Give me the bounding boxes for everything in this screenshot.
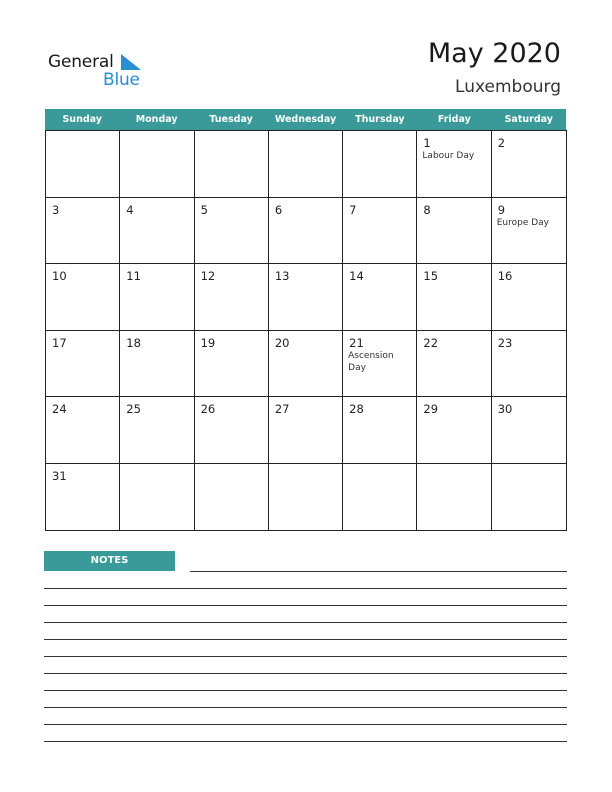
day-cell (195, 397, 269, 464)
day-cell (417, 464, 491, 531)
day-cell (492, 198, 566, 265)
day-number: 20 (274, 335, 290, 350)
holiday-label: Labour Day (422, 151, 475, 161)
logo-text-general: General (48, 52, 114, 72)
day-cell (492, 397, 566, 464)
day-number: 26 (200, 402, 216, 416)
day-cell (46, 131, 120, 198)
day-cell (343, 131, 417, 198)
day-cell (492, 131, 566, 198)
holiday-label: Ascension Day (348, 350, 394, 373)
day-cell (343, 331, 417, 398)
logo-triangle-icon (121, 54, 141, 70)
day-name-sunday: Sunday (62, 114, 102, 125)
day-number: 21 (349, 335, 364, 350)
day-number: 4 (126, 202, 134, 217)
generalblue-logo (48, 52, 148, 92)
day-number: 11 (126, 269, 141, 283)
day-number: 1 (423, 136, 431, 150)
day-cell (269, 397, 343, 464)
day-cell (269, 198, 343, 265)
day-cell (417, 397, 491, 464)
holiday-label: Europe Day (496, 217, 549, 228)
day-cell (417, 131, 491, 198)
day-number: 3 (52, 202, 60, 217)
day-number: 31 (52, 468, 67, 483)
day-name-monday: Monday (135, 114, 178, 125)
day-cell (269, 331, 343, 398)
day-cell (195, 131, 269, 198)
day-cell (269, 131, 343, 198)
day-cell (46, 264, 120, 331)
day-number: 25 (126, 402, 141, 416)
day-cell (195, 464, 269, 531)
day-cell (343, 397, 417, 464)
day-number: 14 (349, 269, 364, 283)
day-cell (46, 198, 120, 265)
day-name-thursday: Thursday (355, 114, 405, 125)
day-number: 17 (52, 335, 67, 350)
day-cell (269, 264, 343, 331)
day-cell (195, 264, 269, 331)
day-cell (120, 131, 194, 198)
day-cell (120, 397, 194, 464)
day-number: 24 (52, 402, 67, 416)
day-cell (46, 331, 120, 398)
day-number: 28 (349, 402, 364, 416)
day-number: 6 (274, 202, 283, 217)
day-number: 29 (423, 402, 439, 416)
day-number: 9 (497, 202, 506, 217)
day-cell (343, 264, 417, 331)
notes-line (44, 741, 567, 742)
day-name-wednesday: Wednesday (274, 114, 337, 125)
day-number: 22 (423, 335, 439, 350)
notes-line (44, 690, 567, 691)
day-number: 13 (274, 269, 290, 283)
notes-line (44, 656, 567, 657)
day-number: 19 (200, 335, 216, 350)
day-number: 23 (497, 335, 513, 350)
day-cell (343, 464, 417, 531)
notes-line (44, 622, 567, 623)
day-cell (343, 198, 417, 265)
logo-text-blue: Blue (103, 70, 140, 90)
day-name-friday: Friday (437, 114, 471, 125)
day-number: 27 (274, 402, 290, 416)
day-cell (195, 331, 269, 398)
notes-label: NOTES (44, 551, 175, 571)
day-number: 12 (200, 269, 216, 283)
notes-line (190, 571, 567, 572)
day-cell (120, 264, 194, 331)
day-cell (492, 464, 566, 531)
day-number: 10 (52, 269, 67, 283)
day-cell (417, 331, 491, 398)
day-name-saturday: Saturday (504, 114, 553, 125)
notes-line (44, 605, 567, 606)
day-number: 15 (423, 269, 439, 283)
day-number: 18 (126, 335, 141, 350)
day-number: 7 (349, 202, 357, 217)
day-number: 8 (423, 202, 431, 217)
notes-line (44, 639, 567, 640)
day-names-header (45, 109, 566, 130)
notes-line (44, 724, 567, 725)
day-cell (417, 198, 491, 265)
notes-line (44, 707, 567, 708)
day-cell (46, 464, 120, 531)
day-number: 5 (200, 202, 208, 217)
day-cell (46, 397, 120, 464)
day-cell (492, 331, 566, 398)
notes-line (44, 673, 567, 674)
calendar-title: May 2020 (427, 38, 561, 69)
country-name: Luxembourg (455, 77, 561, 97)
day-number: 2 (497, 136, 506, 150)
day-cell (417, 264, 491, 331)
notes-line (44, 588, 567, 589)
day-number: 16 (497, 269, 513, 283)
day-cell (195, 198, 269, 265)
day-cell (120, 331, 194, 398)
day-number: 30 (497, 402, 513, 416)
calendar-grid (45, 130, 567, 531)
day-name-tuesday: Tuesday (209, 114, 253, 125)
day-cell (269, 464, 343, 531)
day-cell (120, 198, 194, 265)
calendar (45, 109, 566, 530)
day-cell (492, 264, 566, 331)
day-cell (120, 464, 194, 531)
